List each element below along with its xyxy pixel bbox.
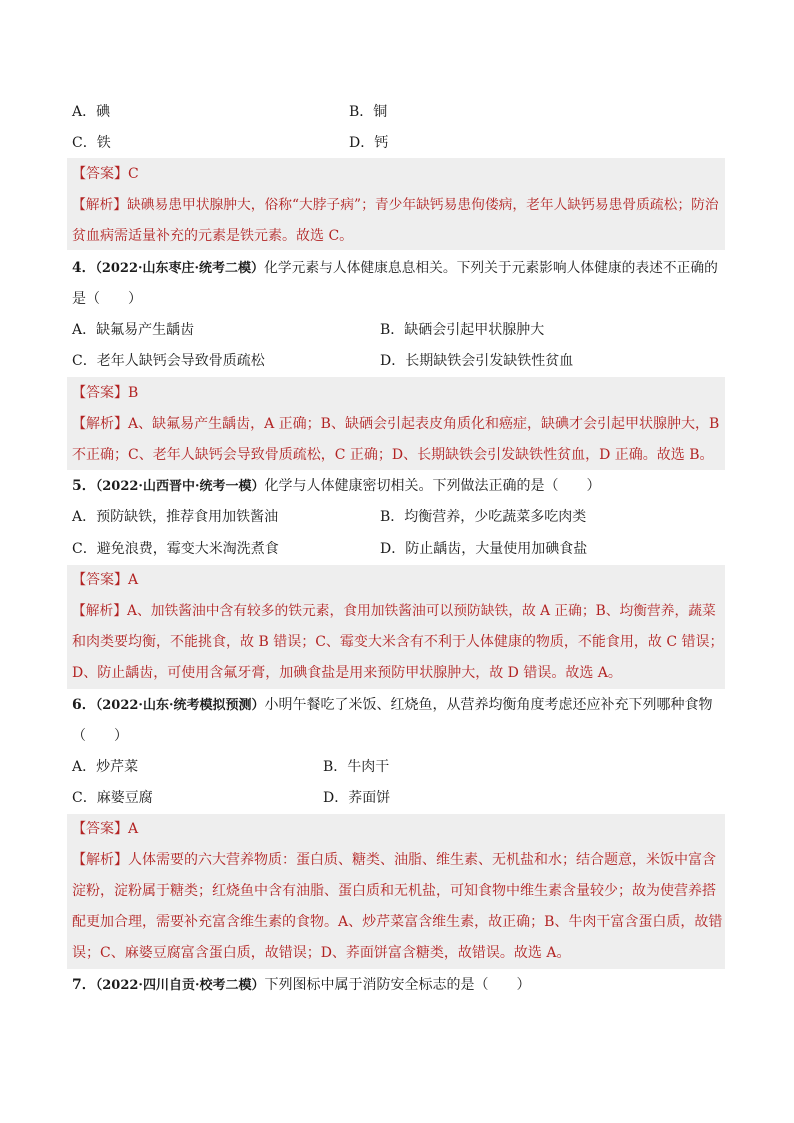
question-number: 7．	[72, 977, 96, 993]
q3-option-b: B．铜	[349, 104, 388, 120]
q6-option-c: C．麻婆豆腐	[72, 790, 153, 806]
answer-label: 【答案】	[72, 166, 128, 182]
question-source: （2022·山东枣庄·统考二模）	[95, 261, 265, 276]
q5-option-c: C．避免浪费，霉变大米淘洗煮食	[72, 541, 279, 557]
q5-analysis-line-2: 和肉类要均衡，不能挑食，故 B 错误；C、霉变大米含有不利于人体健康的物质，不能食用，故 C 错误；	[72, 634, 724, 650]
analysis-text: 人体需要的六大营养物质：蛋白质、糖类、油脂、维生素、无机盐和水；结合题意，米饭中富含	[128, 852, 716, 868]
q5-analysis-line-3: D、防止龋齿，可使用含氟牙膏，加碘食盐是用来预防甲状腺肿大，故 D 错误。故选 A。	[72, 665, 622, 681]
analysis-text: 缺碘易患甲状腺肿大，俗称“大脖子病”；青少年缺钙易患佝偻病，老年人缺钙易患骨质疏松；防治	[127, 197, 719, 213]
q5-option-d: D．防止龋齿，大量使用加碘食盐	[380, 541, 588, 557]
q6-analysis-line-3: 配更加合理，需要补充富含维生素的食物。A、炒芹菜富含维生素，故正确；B、牛肉干富含蛋白质，故错	[72, 914, 723, 930]
analysis-label: 【解析】	[72, 416, 128, 432]
answer-label: 【答案】	[72, 385, 128, 401]
q6-option-b: B．牛肉干	[323, 759, 390, 775]
q4-option-d: D．长期缺铁会引发缺铁性贫血	[380, 353, 574, 369]
q4-option-c: C．老年人缺钙会导致骨质疏松	[72, 353, 265, 369]
q7-stem-line-1	[72, 975, 724, 996]
q6-stem-line-2: （ ）	[72, 728, 128, 744]
question-number: 4．	[72, 260, 96, 276]
question-text: 化学与人体健康密切相关。下列做法正确的是（ ）	[264, 478, 601, 494]
q3-option-a: A．碘	[72, 104, 111, 120]
q6-answer	[72, 819, 724, 839]
q4-option-a: A．缺氟易产生龋齿	[72, 322, 195, 338]
answer-value: A	[128, 572, 139, 588]
q3-option-c: C．铁	[72, 135, 111, 151]
q5-option-a: A．预防缺铁，推荐食用加铁酱油	[72, 509, 279, 525]
answer-label: 【答案】	[72, 572, 128, 588]
answer-label: 【答案】	[72, 821, 128, 837]
q6-analysis-line-4: 误；C、麻婆豆腐富含蛋白质，故错误；D、荞面饼富含糖类，故错误。故选 A。	[72, 945, 571, 961]
q6-option-a: A．炒芹菜	[72, 759, 139, 775]
q5-analysis-line-1	[72, 601, 724, 621]
q4-answer	[72, 383, 724, 403]
q3-answer	[72, 164, 724, 184]
q3-option-d: D．钙	[349, 135, 389, 151]
answer-value: A	[128, 821, 139, 837]
question-source: （2022·四川自贡·校考二模）	[95, 978, 265, 993]
q3-analysis-line-2: 贫血病需适量补充的元素是铁元素。故选 C。	[72, 228, 354, 244]
question-text: 下列图标中属于消防安全标志的是（ ）	[264, 977, 531, 993]
question-text: 化学元素与人体健康息息相关。下列关于元素影响人体健康的表述不正确的	[264, 260, 718, 276]
q6-option-d: D．荞面饼	[323, 790, 391, 806]
analysis-label: 【解析】	[72, 603, 128, 619]
q6-analysis-line-1	[72, 850, 724, 870]
q6-analysis-line-2: 淀粉，淀粉属于糖类；红烧鱼中含有油脂、蛋白质和无机盐，可知食物中维生素含量较少；故为使营养搭	[72, 883, 716, 899]
q3-analysis-line-1	[72, 195, 724, 215]
analysis-label: 【解析】	[72, 852, 128, 868]
analysis-label: 【解析】	[72, 197, 128, 213]
q5-stem-line-1	[72, 476, 724, 497]
question-number: 6．	[72, 697, 96, 713]
q4-analysis-line-1	[72, 414, 724, 434]
q4-stem-line-1	[72, 258, 724, 279]
analysis-text: A、缺氟易产生龋齿，A 正确；B、缺硒会引起表皮角质化和癌症，缺碘才会引起甲状腺肿大，B	[128, 416, 720, 432]
question-text: 小明午餐吃了米饭、红烧鱼，从营养均衡角度考虑还应补充下列哪种食物	[264, 697, 713, 713]
q6-stem-line-1	[72, 695, 724, 716]
q4-stem-line-2: 是（ ）	[72, 291, 142, 307]
q5-option-b: B．均衡营养，少吃蔬菜多吃肉类	[380, 509, 587, 525]
answer-value: B	[128, 385, 139, 401]
question-source: （2022·山东·统考模拟预测）	[95, 698, 265, 713]
analysis-text: A、加铁酱油中含有较多的铁元素，食用加铁酱油可以预防缺铁，故 A 正确；B、均衡营养，蔬菜	[127, 603, 716, 619]
q5-answer	[72, 570, 724, 590]
q4-option-b: B．缺硒会引起甲状腺肿大	[380, 322, 545, 338]
q4-analysis-line-2: 不正确；C、老年人缺钙会导致骨质疏松，C 正确；D、长期缺铁会引发缺铁性贫血，D 正确。故选 B。	[72, 447, 714, 463]
answer-value: C	[128, 166, 139, 182]
question-source: （2022·山西晋中·统考一模）	[95, 479, 265, 494]
question-number: 5．	[72, 478, 96, 494]
